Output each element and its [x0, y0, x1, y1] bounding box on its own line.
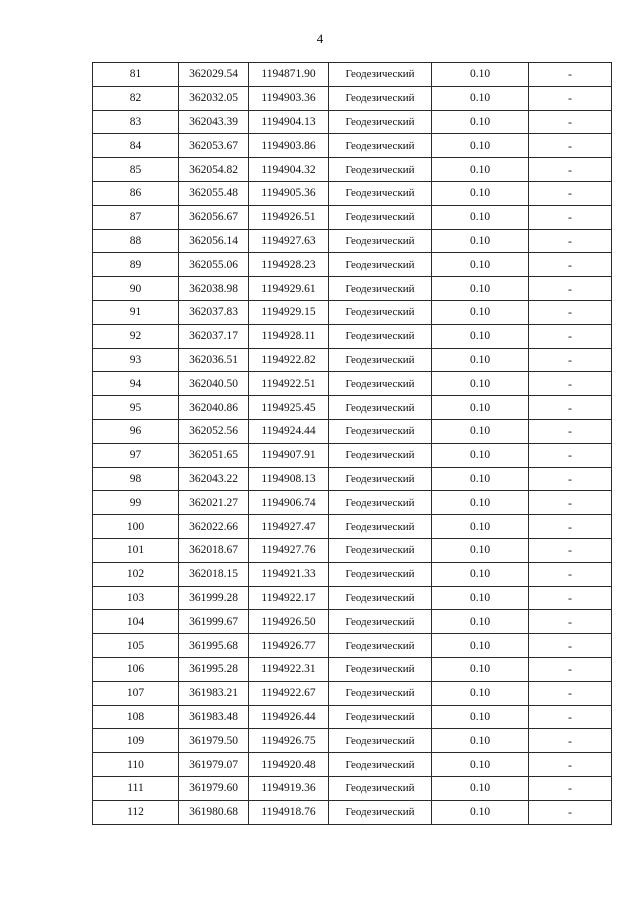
method-cell: Геодезический [329, 467, 432, 491]
x-coordinate-cell: 362029.54 [179, 63, 249, 87]
method-cell: Геодезический [329, 158, 432, 182]
point-number-cell: 89 [93, 253, 179, 277]
accuracy-cell: 0.10 [432, 110, 529, 134]
method-cell: Геодезический [329, 562, 432, 586]
x-coordinate-cell: 362055.06 [179, 253, 249, 277]
accuracy-cell: 0.10 [432, 348, 529, 372]
method-cell: Геодезический [329, 753, 432, 777]
table-row [93, 467, 612, 491]
point-number-cell: 81 [93, 63, 179, 87]
method-cell: Геодезический [329, 729, 432, 753]
x-coordinate-cell: 362032.05 [179, 86, 249, 110]
table-row [93, 705, 612, 729]
x-coordinate-cell: 362018.67 [179, 538, 249, 562]
point-number-cell: 94 [93, 372, 179, 396]
y-coordinate-cell: 1194871.90 [249, 63, 329, 87]
point-number-cell: 97 [93, 443, 179, 467]
method-cell: Геодезический [329, 253, 432, 277]
note-cell: - [529, 443, 612, 467]
x-coordinate-cell: 362038.98 [179, 277, 249, 301]
x-coordinate-cell: 362056.14 [179, 229, 249, 253]
table-row [93, 443, 612, 467]
point-number-cell: 104 [93, 610, 179, 634]
x-coordinate-cell: 362051.65 [179, 443, 249, 467]
method-cell: Геодезический [329, 396, 432, 420]
y-coordinate-cell: 1194903.36 [249, 86, 329, 110]
point-number-cell: 109 [93, 729, 179, 753]
point-number-cell: 111 [93, 776, 179, 800]
coordinates-table-body [93, 63, 612, 825]
note-cell: - [529, 396, 612, 420]
note-cell: - [529, 300, 612, 324]
x-coordinate-cell: 362040.86 [179, 396, 249, 420]
accuracy-cell: 0.10 [432, 229, 529, 253]
table-row [93, 253, 612, 277]
accuracy-cell: 0.10 [432, 181, 529, 205]
accuracy-cell: 0.10 [432, 634, 529, 658]
table-row [93, 181, 612, 205]
point-number-cell: 101 [93, 538, 179, 562]
point-number-cell: 87 [93, 205, 179, 229]
note-cell: - [529, 63, 612, 87]
table-row [93, 491, 612, 515]
point-number-cell: 100 [93, 515, 179, 539]
accuracy-cell: 0.10 [432, 134, 529, 158]
method-cell: Геодезический [329, 110, 432, 134]
table-row [93, 610, 612, 634]
y-coordinate-cell: 1194926.44 [249, 705, 329, 729]
note-cell: - [529, 776, 612, 800]
y-coordinate-cell: 1194924.44 [249, 419, 329, 443]
note-cell: - [529, 110, 612, 134]
note-cell: - [529, 586, 612, 610]
accuracy-cell: 0.10 [432, 681, 529, 705]
note-cell: - [529, 86, 612, 110]
point-number-cell: 93 [93, 348, 179, 372]
x-coordinate-cell: 362040.50 [179, 372, 249, 396]
y-coordinate-cell: 1194907.91 [249, 443, 329, 467]
accuracy-cell: 0.10 [432, 753, 529, 777]
point-number-cell: 91 [93, 300, 179, 324]
y-coordinate-cell: 1194904.13 [249, 110, 329, 134]
accuracy-cell: 0.10 [432, 586, 529, 610]
point-number-cell: 108 [93, 705, 179, 729]
x-coordinate-cell: 362054.82 [179, 158, 249, 182]
point-number-cell: 85 [93, 158, 179, 182]
accuracy-cell: 0.10 [432, 205, 529, 229]
note-cell: - [529, 753, 612, 777]
y-coordinate-cell: 1194922.17 [249, 586, 329, 610]
note-cell: - [529, 158, 612, 182]
note-cell: - [529, 491, 612, 515]
y-coordinate-cell: 1194926.50 [249, 610, 329, 634]
y-coordinate-cell: 1194903.86 [249, 134, 329, 158]
accuracy-cell: 0.10 [432, 396, 529, 420]
method-cell: Геодезический [329, 681, 432, 705]
y-coordinate-cell: 1194919.36 [249, 776, 329, 800]
note-cell: - [529, 800, 612, 824]
table-row [93, 110, 612, 134]
table-row [93, 205, 612, 229]
table-row [93, 776, 612, 800]
point-number-cell: 107 [93, 681, 179, 705]
accuracy-cell: 0.10 [432, 467, 529, 491]
accuracy-cell: 0.10 [432, 800, 529, 824]
x-coordinate-cell: 362052.56 [179, 419, 249, 443]
note-cell: - [529, 562, 612, 586]
note-cell: - [529, 372, 612, 396]
point-number-cell: 99 [93, 491, 179, 515]
method-cell: Геодезический [329, 229, 432, 253]
y-coordinate-cell: 1194928.23 [249, 253, 329, 277]
y-coordinate-cell: 1194906.74 [249, 491, 329, 515]
note-cell: - [529, 515, 612, 539]
table-row [93, 372, 612, 396]
table-row [93, 681, 612, 705]
x-coordinate-cell: 362021.27 [179, 491, 249, 515]
y-coordinate-cell: 1194922.82 [249, 348, 329, 372]
method-cell: Геодезический [329, 776, 432, 800]
method-cell: Геодезический [329, 134, 432, 158]
x-coordinate-cell: 361999.28 [179, 586, 249, 610]
y-coordinate-cell: 1194926.77 [249, 634, 329, 658]
x-coordinate-cell: 362037.83 [179, 300, 249, 324]
note-cell: - [529, 348, 612, 372]
note-cell: - [529, 610, 612, 634]
x-coordinate-cell: 361983.21 [179, 681, 249, 705]
coordinates-table [92, 62, 612, 825]
y-coordinate-cell: 1194927.76 [249, 538, 329, 562]
page-number: 4 [316, 31, 324, 46]
note-cell: - [529, 467, 612, 491]
y-coordinate-cell: 1194922.31 [249, 657, 329, 681]
method-cell: Геодезический [329, 300, 432, 324]
method-cell: Геодезический [329, 205, 432, 229]
table-row [93, 229, 612, 253]
accuracy-cell: 0.10 [432, 277, 529, 301]
table-row [93, 300, 612, 324]
x-coordinate-cell: 361995.28 [179, 657, 249, 681]
method-cell: Геодезический [329, 586, 432, 610]
note-cell: - [529, 729, 612, 753]
method-cell: Геодезический [329, 419, 432, 443]
y-coordinate-cell: 1194922.51 [249, 372, 329, 396]
note-cell: - [529, 253, 612, 277]
y-coordinate-cell: 1194929.61 [249, 277, 329, 301]
x-coordinate-cell: 362056.67 [179, 205, 249, 229]
accuracy-cell: 0.10 [432, 419, 529, 443]
x-coordinate-cell: 361999.67 [179, 610, 249, 634]
note-cell: - [529, 205, 612, 229]
x-coordinate-cell: 361983.48 [179, 705, 249, 729]
accuracy-cell: 0.10 [432, 515, 529, 539]
point-number-cell: 90 [93, 277, 179, 301]
point-number-cell: 88 [93, 229, 179, 253]
method-cell: Геодезический [329, 515, 432, 539]
method-cell: Геодезический [329, 348, 432, 372]
table-row [93, 515, 612, 539]
table-row [93, 586, 612, 610]
y-coordinate-cell: 1194918.76 [249, 800, 329, 824]
x-coordinate-cell: 361979.50 [179, 729, 249, 753]
point-number-cell: 105 [93, 634, 179, 658]
y-coordinate-cell: 1194905.36 [249, 181, 329, 205]
accuracy-cell: 0.10 [432, 158, 529, 182]
x-coordinate-cell: 362018.15 [179, 562, 249, 586]
point-number-cell: 102 [93, 562, 179, 586]
method-cell: Геодезический [329, 443, 432, 467]
method-cell: Геодезический [329, 277, 432, 301]
y-coordinate-cell: 1194908.13 [249, 467, 329, 491]
method-cell: Геодезический [329, 634, 432, 658]
y-coordinate-cell: 1194928.11 [249, 324, 329, 348]
point-number-cell: 84 [93, 134, 179, 158]
accuracy-cell: 0.10 [432, 610, 529, 634]
note-cell: - [529, 134, 612, 158]
accuracy-cell: 0.10 [432, 300, 529, 324]
accuracy-cell: 0.10 [432, 491, 529, 515]
y-coordinate-cell: 1194926.51 [249, 205, 329, 229]
table-row [93, 538, 612, 562]
point-number-cell: 92 [93, 324, 179, 348]
point-number-cell: 103 [93, 586, 179, 610]
x-coordinate-cell: 361980.68 [179, 800, 249, 824]
method-cell: Геодезический [329, 538, 432, 562]
y-coordinate-cell: 1194922.67 [249, 681, 329, 705]
accuracy-cell: 0.10 [432, 538, 529, 562]
y-coordinate-cell: 1194921.33 [249, 562, 329, 586]
accuracy-cell: 0.10 [432, 372, 529, 396]
table-row [93, 277, 612, 301]
note-cell: - [529, 705, 612, 729]
method-cell: Геодезический [329, 610, 432, 634]
x-coordinate-cell: 362055.48 [179, 181, 249, 205]
note-cell: - [529, 538, 612, 562]
note-cell: - [529, 181, 612, 205]
y-coordinate-cell: 1194927.63 [249, 229, 329, 253]
y-coordinate-cell: 1194927.47 [249, 515, 329, 539]
point-number-cell: 82 [93, 86, 179, 110]
x-coordinate-cell: 362036.51 [179, 348, 249, 372]
accuracy-cell: 0.10 [432, 443, 529, 467]
table-row [93, 348, 612, 372]
table-row [93, 634, 612, 658]
point-number-cell: 112 [93, 800, 179, 824]
method-cell: Геодезический [329, 705, 432, 729]
note-cell: - [529, 229, 612, 253]
note-cell: - [529, 681, 612, 705]
x-coordinate-cell: 362053.67 [179, 134, 249, 158]
accuracy-cell: 0.10 [432, 657, 529, 681]
method-cell: Геодезический [329, 491, 432, 515]
note-cell: - [529, 634, 612, 658]
point-number-cell: 98 [93, 467, 179, 491]
point-number-cell: 95 [93, 396, 179, 420]
table-row [93, 753, 612, 777]
note-cell: - [529, 419, 612, 443]
y-coordinate-cell: 1194926.75 [249, 729, 329, 753]
method-cell: Геодезический [329, 372, 432, 396]
table-row [93, 63, 612, 87]
table-row [93, 396, 612, 420]
method-cell: Геодезический [329, 657, 432, 681]
accuracy-cell: 0.10 [432, 63, 529, 87]
x-coordinate-cell: 361979.60 [179, 776, 249, 800]
y-coordinate-cell: 1194929.15 [249, 300, 329, 324]
x-coordinate-cell: 362037.17 [179, 324, 249, 348]
point-number-cell: 86 [93, 181, 179, 205]
table-row [93, 419, 612, 443]
table-row [93, 562, 612, 586]
accuracy-cell: 0.10 [432, 729, 529, 753]
x-coordinate-cell: 362043.39 [179, 110, 249, 134]
table-row [93, 134, 612, 158]
x-coordinate-cell: 361995.68 [179, 634, 249, 658]
note-cell: - [529, 324, 612, 348]
point-number-cell: 96 [93, 419, 179, 443]
accuracy-cell: 0.10 [432, 324, 529, 348]
accuracy-cell: 0.10 [432, 776, 529, 800]
method-cell: Геодезический [329, 800, 432, 824]
method-cell: Геодезический [329, 86, 432, 110]
x-coordinate-cell: 361979.07 [179, 753, 249, 777]
table-row [93, 158, 612, 182]
method-cell: Геодезический [329, 324, 432, 348]
point-number-cell: 83 [93, 110, 179, 134]
method-cell: Геодезический [329, 181, 432, 205]
accuracy-cell: 0.10 [432, 705, 529, 729]
x-coordinate-cell: 362022.66 [179, 515, 249, 539]
table-row [93, 800, 612, 824]
point-number-cell: 106 [93, 657, 179, 681]
accuracy-cell: 0.10 [432, 562, 529, 586]
table-row [93, 729, 612, 753]
y-coordinate-cell: 1194925.45 [249, 396, 329, 420]
accuracy-cell: 0.10 [432, 86, 529, 110]
note-cell: - [529, 277, 612, 301]
note-cell: - [529, 657, 612, 681]
table-row [93, 657, 612, 681]
method-cell: Геодезический [329, 63, 432, 87]
table-row [93, 324, 612, 348]
point-number-cell: 110 [93, 753, 179, 777]
x-coordinate-cell: 362043.22 [179, 467, 249, 491]
accuracy-cell: 0.10 [432, 253, 529, 277]
table-row [93, 86, 612, 110]
y-coordinate-cell: 1194920.48 [249, 753, 329, 777]
y-coordinate-cell: 1194904.32 [249, 158, 329, 182]
